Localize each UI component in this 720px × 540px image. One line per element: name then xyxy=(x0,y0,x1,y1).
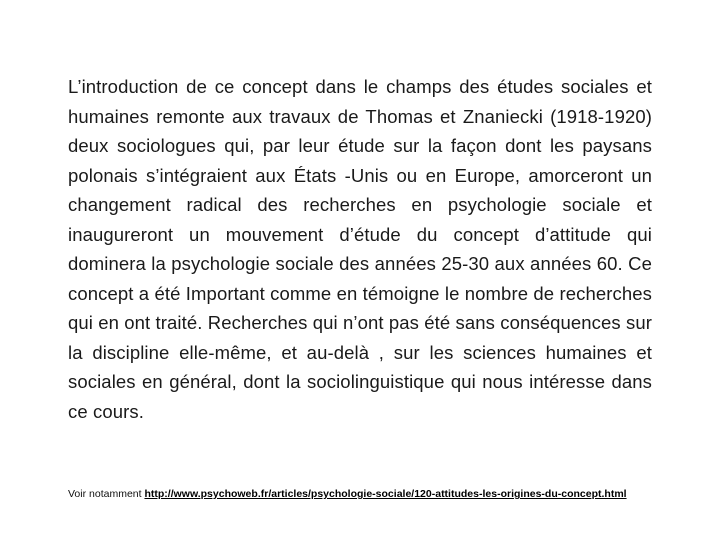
footnote xyxy=(68,487,654,502)
footnote-link[interactable]: http://www.psychoweb.fr/articles/psychologie-sociale/120-attitudes-les-origines-du-concept.html xyxy=(144,488,627,500)
footnote-prefix: Voir notamment xyxy=(68,488,145,500)
main-paragraph: L’introduction de ce concept dans le champs des études sociales et humaines remonte aux travaux de Thomas et Znaniecki (1918-1920) deux sociologues qui, par leur étude sur la façon dont les paysans polonais s’intégraient aux États -Unis ou en Europe, amorceront un changement radical des recherches en psychologie sociale et inaugureront un mouvement d’étude du concept d’attitude qui dominera la psychologie sociale des années 25-30 aux années 60. Ce concept a été Important comme en témoigne le nombre de recherches qui en ont traité. Recherches qui n’ont pas été sans conséquences sur la discipline elle-même, et au-delà , sur les sciences humaines et sociales en général, dont la sociolinguistique qui nous intéresse dans ce cours. xyxy=(68,76,652,422)
